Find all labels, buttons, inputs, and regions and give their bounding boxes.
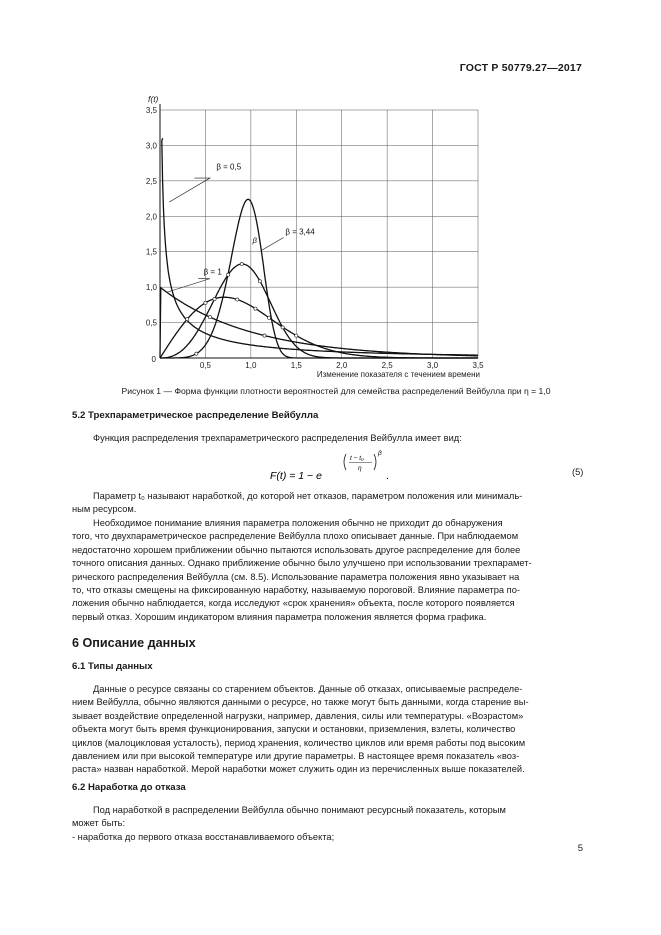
- param-line-1: Параметр t₀ называют наработкой, до которой нет отказов, параметром положения или минималь-: [93, 491, 523, 501]
- formula-tail: .: [386, 470, 389, 482]
- formula-exp-power: β: [378, 450, 382, 457]
- annotation-beta-0-5: β = 0,5: [216, 162, 242, 172]
- body-line: того, что двухпараметрическое распределение Вейбулла плохо описывает данные. При наблюдаемом: [72, 531, 519, 542]
- origin-label: 0: [151, 355, 156, 364]
- data-point: [240, 262, 243, 265]
- s61-line: циклов (малоцикловая усталость), период хранения, количество циклов или время работы под высоким: [72, 737, 526, 748]
- series-line: [160, 264, 478, 358]
- document-code: ГОСТ Р 50779.27—2017: [459, 62, 582, 74]
- data-point: [258, 280, 261, 283]
- data-point: [186, 318, 189, 321]
- data-point: [236, 298, 239, 301]
- weibull-pdf-chart: [140, 92, 500, 382]
- data-point: [204, 301, 207, 304]
- weibull-pdf-figure: [140, 92, 500, 382]
- x-tick-label: 0,5: [199, 361, 211, 370]
- body-line: рического распределения Вейбулла (см. 8.5). Использование параметра положения явно указывает на: [72, 571, 520, 582]
- section-heading-6-1: 6.1 Типы данных: [72, 661, 153, 672]
- y-axis-label: f(t): [148, 94, 159, 104]
- annotation-beta-1: β = 1: [203, 267, 222, 277]
- section-heading-6-2: 6.2 Наработка до отказа: [72, 782, 186, 793]
- s61-line: нием Вейбулла, обычно являются данными о ресурсе, но также могут быть данными, когда старение вы-: [72, 697, 529, 708]
- s62-line: - наработка до первого отказа восстанавливаемого объекта;: [72, 831, 335, 842]
- s61-line: давлением или при высокой температуре или другие параметры. В настоящее время показатель «воз-: [72, 751, 520, 762]
- x-tick-label: 1,5: [290, 361, 302, 370]
- chart-labels: [146, 94, 484, 379]
- section-6-2-body: [72, 804, 590, 844]
- s61-line: зывает воздействие определенной нагрузки, например, давления, силы или температуры. «Возрастом»: [72, 710, 524, 721]
- y-tick-label: 3,5: [145, 106, 157, 115]
- formula-exp-numerator: t − t₀: [350, 455, 364, 462]
- y-tick-label: 0,5: [145, 318, 157, 328]
- section-heading-5-2: 5.2 Трехпараметрическое распределение Вейбулла: [72, 410, 319, 421]
- s61-line: раста» назван наработкой. Мерой наработки может служить один из перечисленных выше показателей.: [72, 764, 525, 775]
- series-line: [160, 297, 478, 358]
- y-tick-label: 1,5: [145, 247, 157, 257]
- x-tick-label: 2,0: [336, 361, 348, 370]
- chart-grid: [160, 110, 478, 358]
- data-point: [227, 273, 230, 276]
- s62-line: может быть:: [72, 818, 126, 829]
- body-line: первый отказ. Хорошим индикатором влияния параметра положения является форма графика.: [72, 611, 487, 622]
- data-point: [263, 334, 266, 337]
- section-heading-6: 6 Описание данных: [72, 636, 196, 650]
- data-point: [281, 326, 284, 329]
- body-line: Необходимое понимание влияния параметра положения обычно не приходит до обнаружения: [93, 518, 503, 528]
- body-line: недостаточно хорошем приближении обычно пытаются использовать другое распределение для более: [72, 544, 521, 555]
- annotation-leader: [262, 238, 284, 251]
- equation-number: (5): [572, 467, 584, 477]
- annotation-leader: [167, 279, 210, 292]
- y-tick-label: 3,0: [145, 141, 157, 151]
- annotation-beta: β: [252, 236, 257, 246]
- y-tick-label: 2,0: [145, 212, 157, 222]
- s61-line: Данные о ресурсе связаны со старением объектов. Данные об отказах, описываемые распределе-: [93, 684, 523, 694]
- page-number: 5: [577, 843, 583, 854]
- s62-line: Под наработкой в распределении Вейбулла обычно понимают ресурсный показатель, которым: [93, 805, 506, 815]
- data-point: [295, 334, 298, 337]
- figure-caption: Рисунок 1 — Форма функции плотности вероятностей для семейства распределений Вейбулла при η = 1,0: [121, 386, 551, 396]
- formula-5: [260, 446, 500, 486]
- param-line-2: ным ресурсом.: [72, 504, 137, 515]
- section-5-2-body: [72, 517, 590, 624]
- body-line: то, что отказы смещены на фиксированную наработку, называемую пороговой. Влияние параметра по-: [72, 585, 520, 596]
- chart-series: [160, 138, 478, 358]
- data-point: [195, 352, 198, 355]
- y-tick-label: 1,0: [145, 283, 157, 293]
- x-tick-label: 1,0: [245, 361, 257, 370]
- x-tick-label: 3,0: [427, 361, 439, 370]
- series-line: [160, 288, 478, 358]
- data-point: [208, 316, 211, 319]
- body-line: точного описания данных. Однако приближение обычно было улучшено при использовании трехпарамет-: [72, 558, 532, 569]
- annotation-leader: [169, 178, 210, 202]
- annotation-beta-3-44: β = 3,44: [285, 227, 315, 237]
- section-5-2-param: [72, 490, 590, 517]
- section-5-2-intro: [72, 432, 590, 445]
- formula-lhs: F(t) = 1 − e: [270, 470, 322, 482]
- data-point: [254, 307, 257, 310]
- x-tick-label: 3,5: [472, 361, 484, 370]
- chart-axes: [160, 104, 478, 358]
- formula-exp-denominator: η: [358, 465, 362, 472]
- body-line: ложения обычно наблюдается, когда исследуют «срок хранения» объекта, после которого появляется: [72, 598, 515, 609]
- x-axis-label: Изменение показателя с течением времени: [316, 370, 480, 379]
- data-point: [267, 316, 270, 319]
- data-point: [213, 297, 216, 300]
- x-tick-label: 2,5: [381, 361, 393, 370]
- formula-intro-text: Функция распределения трехпараметрического распределения Вейбулла имеет вид:: [93, 433, 462, 443]
- s61-line: объекта могут быть время функционирования, запуски и остановки, приземления, взлеты, количество: [72, 724, 516, 735]
- section-6-1-body: [72, 683, 590, 777]
- y-tick-label: 2,5: [145, 176, 157, 186]
